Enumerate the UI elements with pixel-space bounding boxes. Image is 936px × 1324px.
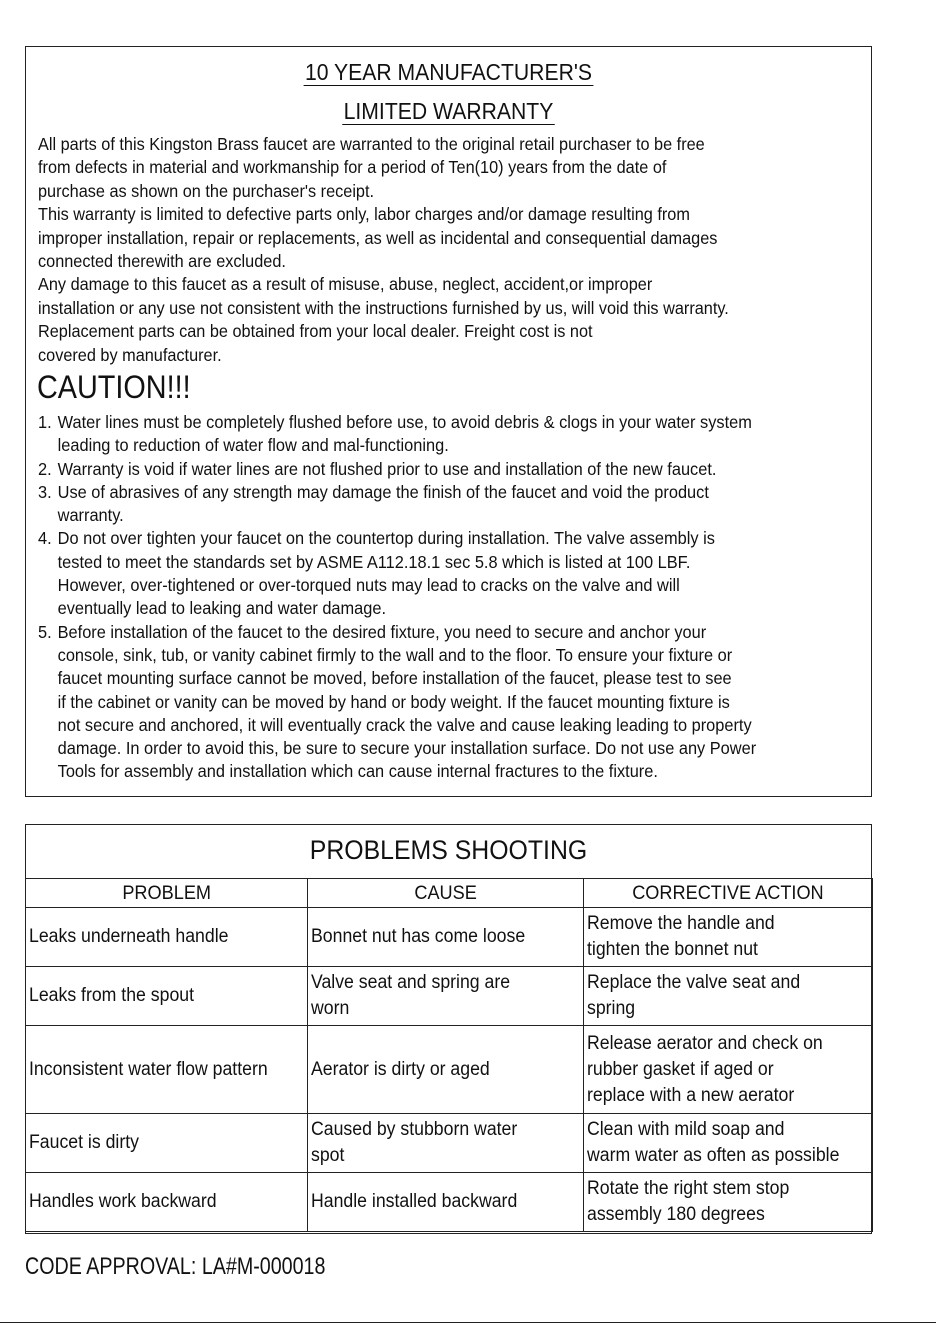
warranty-body: All parts of this Kingston Brass faucet are warranted to the original retail purchaser to be free from defects in material and workmanship for a period of Ten(10) years from the date of purchase as shown on the purchaser's receipt. This warranty is limited to defective parts only, labor charges and/or damage resulting from improper installation, repair or replacements, as well as incidental and consequential damages connected therewith are excluded. Any damage to this faucet as a result of misuse, abuse, neglect, accident,or improper installation or any use not consistent with the instructions furnished by us, will void this warranty. Replacement parts can be obtained from your local dealer. Freight cost is not covered by manufacturer. bbox=[38, 134, 729, 365]
action-cell: Rotate the right stem stop assembly 180 degrees bbox=[584, 1173, 873, 1232]
troubleshooting-table bbox=[25, 878, 873, 1232]
cause-cell: Handle installed backward bbox=[308, 1173, 584, 1232]
warranty-title-line1: 10 YEAR MANUFACTURER'S bbox=[304, 59, 593, 85]
table-row bbox=[26, 1114, 873, 1173]
problem-cell: Faucet is dirty bbox=[26, 1114, 308, 1173]
divider bbox=[0, 1322, 936, 1323]
caution-item: 4. Do not over tighten your faucet on the countertop during installation. The valve assembly is tested to meet the standards set by ASME A112.18.1 sec 5.8 which is listed at 100 LBF. However, over-tightened or over-torqued nuts may lead to cracks on the valve and will eventually lead to leaking and water damage. bbox=[38, 528, 715, 619]
caution-item: 3. Use of abrasives of any strength may damage the finish of the faucet and void the product warranty. bbox=[38, 481, 709, 526]
action-cell: Replace the valve seat and spring bbox=[584, 967, 873, 1026]
action-cell: Clean with mild soap and warm water as often as possible bbox=[584, 1114, 873, 1173]
warranty-section bbox=[25, 46, 872, 797]
table-row bbox=[26, 1026, 873, 1114]
caution-item: 5. Before installation of the faucet to the desired fixture, you need to secure and anchor your console, sink, tub, or vanity cabinet firmly to the wall and to the floor. To ensure your fixture or faucet mounting surface cannot be moved, before installation of the faucet, please test to see if the cabinet or vanity can be moved by hand or body weight. If the faucet mounting fixture is not secure and anchored, it will eventually crack the valve and cause leaking leading to property damage. In order to avoid this, be sure to secure your installation surface. Do not use any Power Tools for assembly and installation which can cause internal fractures to the fixture. bbox=[38, 621, 757, 782]
problem-cell: Handles work backward bbox=[26, 1173, 308, 1232]
caution-item: 2. Warranty is void if water lines are not flushed prior to use and installation of the new faucet. bbox=[38, 458, 717, 479]
code-approval: CODE APPROVAL: LA#M-000018 bbox=[25, 1253, 326, 1280]
cause-cell: Bonnet nut has come loose bbox=[308, 908, 584, 967]
action-cell: Release aerator and check on rubber gasket if aged or replace with a new aerator bbox=[584, 1026, 873, 1114]
cause-cell: Caused by stubborn water spot bbox=[308, 1114, 584, 1173]
troubleshooting-title: PROBLEMS SHOOTING bbox=[309, 835, 588, 865]
table-header-row bbox=[26, 879, 873, 908]
cause-cell: Aerator is dirty or aged bbox=[308, 1026, 584, 1114]
caution-item: 1. Water lines must be completely flushed before use, to avoid debris & clogs in your water system leading to reduction of water flow and mal-functioning. bbox=[38, 412, 752, 456]
header-problem: PROBLEM bbox=[26, 879, 308, 908]
problem-cell: Inconsistent water flow pattern bbox=[26, 1026, 308, 1114]
cause-cell: Valve seat and spring are worn bbox=[308, 967, 584, 1026]
table-row bbox=[26, 1173, 873, 1232]
problem-cell: Leaks underneath handle bbox=[26, 908, 308, 967]
header-cause: CAUSE bbox=[308, 879, 584, 908]
problem-cell: Leaks from the spout bbox=[26, 967, 308, 1026]
caution-list bbox=[38, 411, 861, 784]
action-cell: Remove the handle and tighten the bonnet nut bbox=[584, 908, 873, 967]
table-row bbox=[26, 908, 873, 967]
troubleshooting-section bbox=[25, 824, 872, 1234]
caution-title: CAUTION!!! bbox=[37, 369, 191, 405]
header-corrective-action: CORRECTIVE ACTION bbox=[584, 879, 873, 908]
table-row bbox=[26, 967, 873, 1026]
warranty-title-line2: LIMITED WARRANTY bbox=[343, 98, 554, 124]
